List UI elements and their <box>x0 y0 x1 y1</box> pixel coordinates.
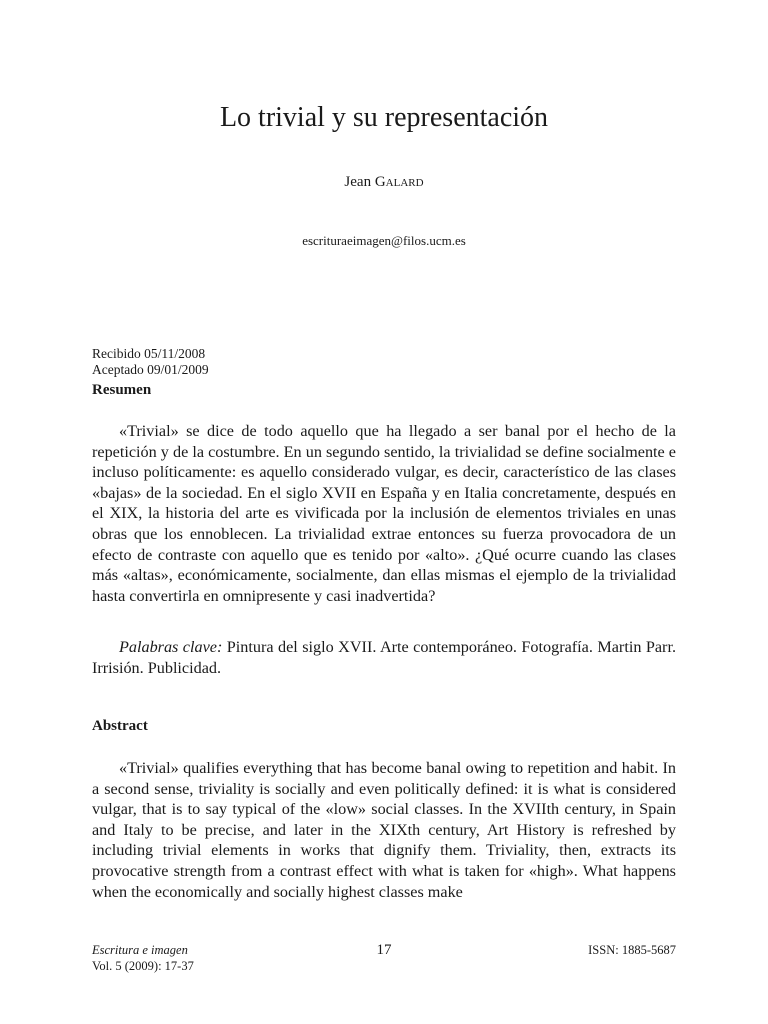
keywords-list: Pintura del siglo XVII. Arte contemporáneo. Fotografía. Martin Parr. Irrisión. Publicidad. <box>92 638 676 677</box>
received-date: Recibido 05/11/2008 <box>92 346 206 361</box>
issn: ISSN: 1885-5687 <box>588 943 676 957</box>
journal-name: Escritura e imagen <box>92 943 188 957</box>
author-email: escrituraeimagen@filos.ucm.es <box>302 233 466 248</box>
resumen-paragraph: «Trivial» se dice de todo aquello que ha llegado a ser banal por el hecho de la repetición y de la costumbre. En un segundo sentido, la trivialidad se define socialmente e incluso políticamente: es aquello considerado vulgar, es decir, característico de las clases «bajas» de la sociedad. En el siglo XVII en España y en Italia concretamente, después en el XIX, la historia del arte es vivificada por la inclusión de elementos triviales en unas obras que los ennoblecen. La trivialidad extrae entonces su fuerza provocadora de un efecto de contraste con aquello que es tenido por «alto». ¿Qué ocurre cuando las clases más «altas», económicamente, socialmente, dan ellas mismas el ejemplo de la trivialidad hasta convertirla en omnipresente y casi inadvertida? <box>92 422 676 605</box>
journal-volume: Vol. 5 (2009): 17-37 <box>92 958 194 973</box>
abstract-heading: Abstract <box>92 718 148 734</box>
resumen-heading: Resumen <box>92 382 152 398</box>
author-first-name: Jean <box>344 174 375 190</box>
article-title: Lo trivial y su representación <box>219 102 549 133</box>
page-number: 17 <box>376 942 392 958</box>
keywords-block <box>92 637 676 678</box>
submission-dates <box>92 346 209 378</box>
author-name <box>0 174 768 191</box>
keywords-label: Palabras clave: <box>119 638 223 656</box>
resumen-body <box>92 421 676 606</box>
accepted-date: Aceptado 09/01/2009 <box>92 362 209 377</box>
abstract-paragraph: «Trivial» qualifies everything that has become banal owing to repetition and habit. In a second sense, triviality is socially and even politically defined: it is what is considered vulgar, that is to say typical of the «low» social classes. In the XVIIth century, in Spain and Italy to be precise, and later in the XIXth century, Art History is refreshed by including trivial elements in works that dignify them. Triviality, then, extracts its provocative strength from a contrast effect with what is taken for «high». What happens when the economically and socially highest classes make <box>92 759 676 901</box>
author-last-name: Galard <box>374 174 424 190</box>
keywords-paragraph <box>92 637 676 678</box>
abstract-body <box>92 758 676 902</box>
